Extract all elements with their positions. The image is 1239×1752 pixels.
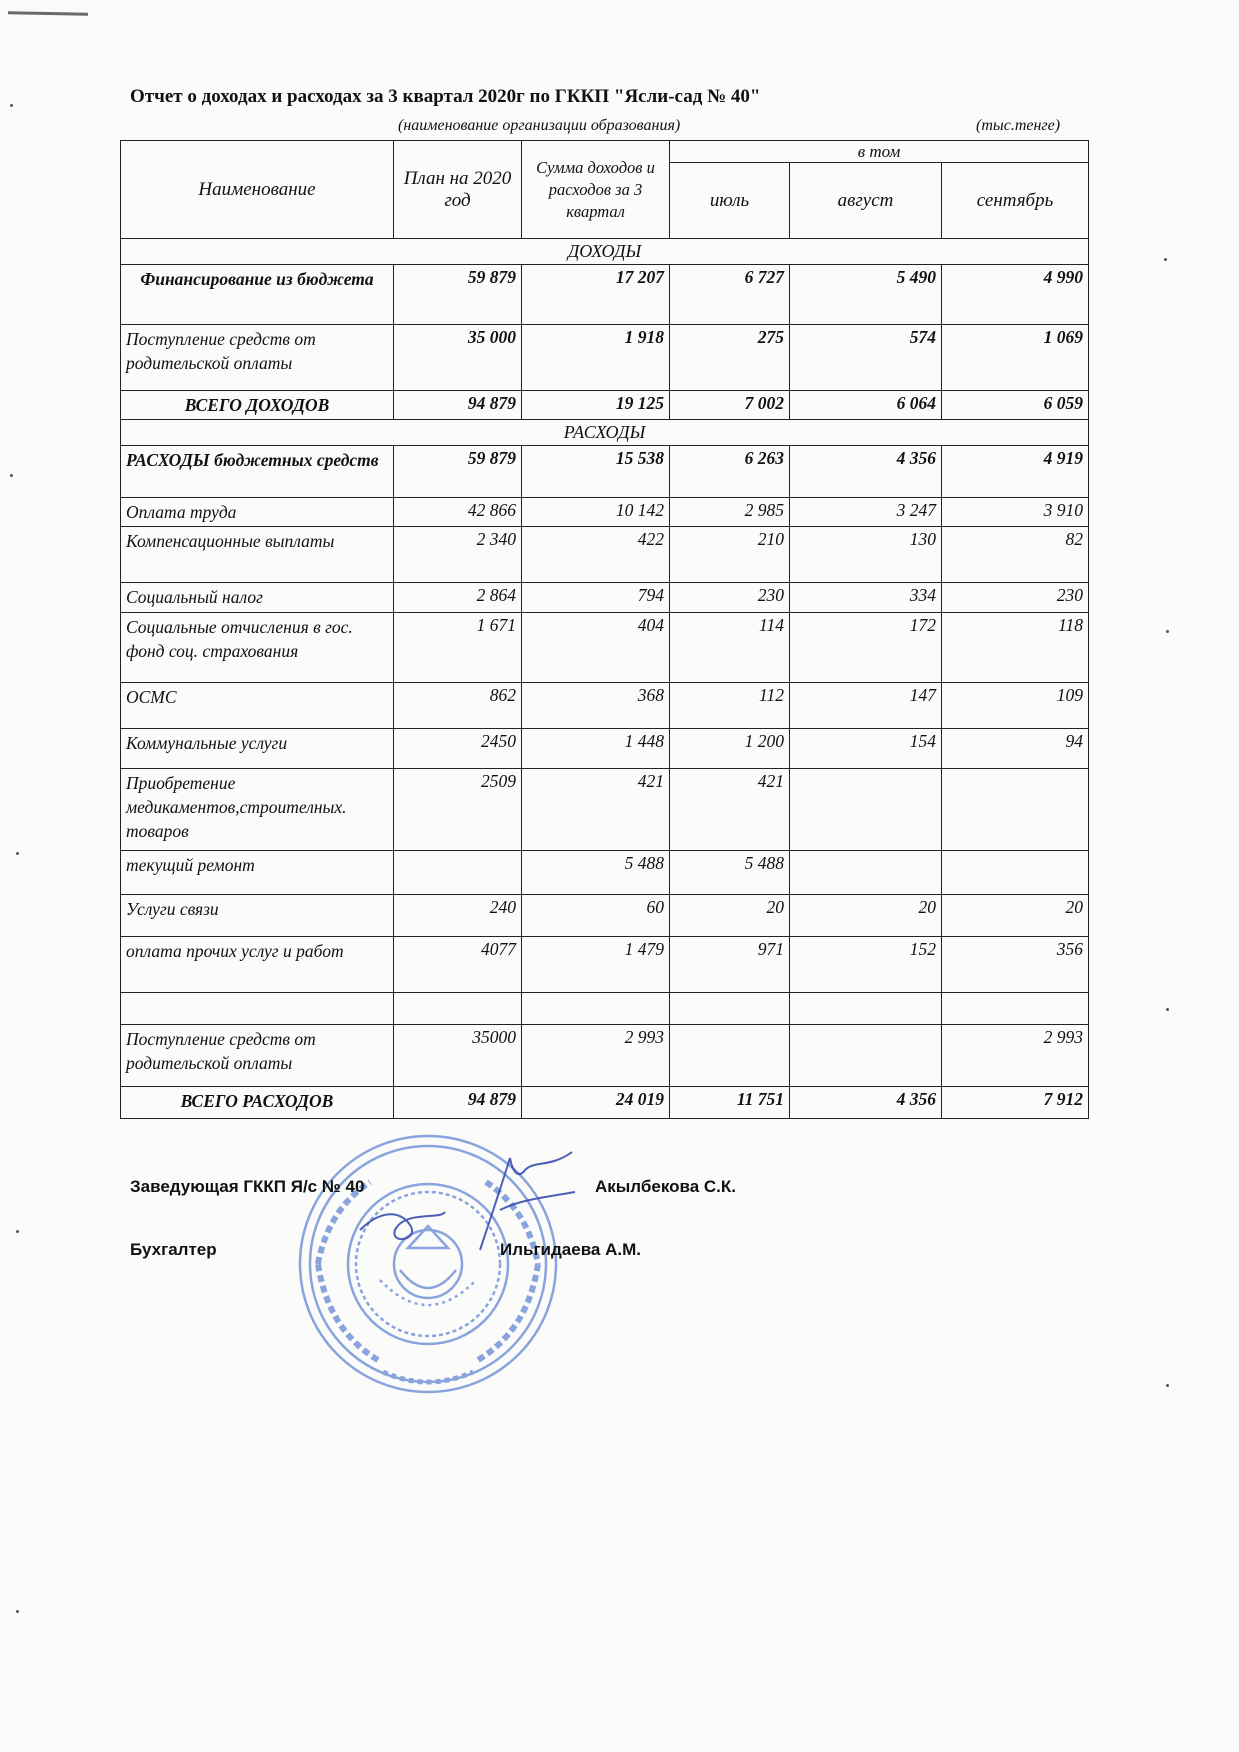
header-month-group: в том [670, 141, 1089, 163]
quarter-sum-cell: 421 [522, 769, 670, 851]
table-row [121, 993, 1089, 1025]
september-cell: 2 993 [942, 1025, 1089, 1087]
head-signature-label: Заведующая ГККП Я/с № 40 [130, 1177, 365, 1196]
august-cell: 334 [790, 583, 942, 613]
header-month-august: август [790, 163, 942, 239]
plan-cell: 2 864 [394, 583, 522, 613]
july-cell: 11 751 [670, 1087, 790, 1119]
september-cell [942, 851, 1089, 895]
table-row [121, 683, 1089, 729]
scan-speck [16, 1610, 19, 1613]
table-row [121, 895, 1089, 937]
august-cell: 20 [790, 895, 942, 937]
september-cell: 356 [942, 937, 1089, 993]
plan-cell: 862 [394, 683, 522, 729]
july-cell: 7 002 [670, 391, 790, 420]
row-name: оплата прочих услуг и работ [121, 937, 394, 993]
row-name [121, 993, 394, 1025]
plan-cell: 42 866 [394, 498, 522, 527]
july-cell: 230 [670, 583, 790, 613]
plan-cell [394, 993, 522, 1025]
september-cell: 20 [942, 895, 1089, 937]
plan-cell [394, 851, 522, 895]
scan-speck [1166, 1008, 1169, 1011]
july-cell: 20 [670, 895, 790, 937]
quarter-sum-cell: 404 [522, 613, 670, 683]
plan-cell: 2450 [394, 729, 522, 769]
september-cell: 4 990 [942, 265, 1089, 325]
july-cell: 112 [670, 683, 790, 729]
plan-cell: 35 000 [394, 325, 522, 391]
quarter-sum-cell: 1 479 [522, 937, 670, 993]
income-expense-table [120, 140, 1089, 1119]
row-name: Поступление средств от родительской оплаты [121, 1025, 394, 1087]
row-name: Поступление средств от родительской оплаты [121, 325, 394, 391]
quarter-sum-cell: 1 448 [522, 729, 670, 769]
september-cell: 94 [942, 729, 1089, 769]
plan-cell: 4077 [394, 937, 522, 993]
august-cell: 6 064 [790, 391, 942, 420]
july-cell: 1 200 [670, 729, 790, 769]
august-cell [790, 851, 942, 895]
september-cell: 6 059 [942, 391, 1089, 420]
august-cell: 172 [790, 613, 942, 683]
september-cell: 118 [942, 613, 1089, 683]
scan-speck [1166, 1384, 1169, 1387]
table-row [121, 729, 1089, 769]
row-name: Коммунальные услуги [121, 729, 394, 769]
quarter-sum-cell: 5 488 [522, 851, 670, 895]
scan-speck [16, 1230, 19, 1233]
table-row [121, 1087, 1089, 1119]
plan-cell: 2 340 [394, 527, 522, 583]
table-row [121, 325, 1089, 391]
row-name: Приобретение медикаментов,строителных. товаров [121, 769, 394, 851]
table-row [121, 265, 1089, 325]
table-row [121, 446, 1089, 498]
july-cell [670, 993, 790, 1025]
organization-caption: (наименование организации образования) [398, 117, 681, 134]
september-cell: 82 [942, 527, 1089, 583]
august-cell: 4 356 [790, 446, 942, 498]
table-row [121, 937, 1089, 993]
july-cell: 6 727 [670, 265, 790, 325]
september-cell: 1 069 [942, 325, 1089, 391]
quarter-sum-cell: 1 918 [522, 325, 670, 391]
plan-cell: 1 671 [394, 613, 522, 683]
row-name: Оплата труда [121, 498, 394, 527]
quarter-sum-cell: 24 019 [522, 1087, 670, 1119]
row-name: Услуги связи [121, 895, 394, 937]
august-cell: 154 [790, 729, 942, 769]
august-cell: 147 [790, 683, 942, 729]
plan-cell: 35000 [394, 1025, 522, 1087]
scan-speck [16, 852, 19, 855]
july-cell: 275 [670, 325, 790, 391]
accountant-signature-name: Ильгидаева А.М. [500, 1240, 641, 1259]
table-row [121, 527, 1089, 583]
row-name: Финансирование из бюджета [121, 265, 394, 325]
table-row [121, 851, 1089, 895]
july-cell: 114 [670, 613, 790, 683]
quarter-sum-cell [522, 993, 670, 1025]
row-name: ВСЕГО ДОХОДОВ [121, 391, 394, 420]
september-cell: 4 919 [942, 446, 1089, 498]
scan-speck [10, 474, 13, 477]
quarter-sum-cell: 15 538 [522, 446, 670, 498]
august-cell: 130 [790, 527, 942, 583]
quarter-sum-cell: 19 125 [522, 391, 670, 420]
row-name: РАСХОДЫ бюджетных средств [121, 446, 394, 498]
table-row [121, 613, 1089, 683]
september-cell: 7 912 [942, 1087, 1089, 1119]
august-cell: 5 490 [790, 265, 942, 325]
row-name: ВСЕГО РАСХОДОВ [121, 1087, 394, 1119]
september-cell: 230 [942, 583, 1089, 613]
quarter-sum-cell: 10 142 [522, 498, 670, 527]
header-plan: План на 2020 год [394, 141, 522, 239]
table-row [121, 498, 1089, 527]
august-cell: 574 [790, 325, 942, 391]
scan-speck [1166, 630, 1169, 633]
row-name: Социальный налог [121, 583, 394, 613]
scan-speck [10, 104, 13, 107]
quarter-sum-cell: 17 207 [522, 265, 670, 325]
july-cell: 2 985 [670, 498, 790, 527]
header-name: Наименование [121, 141, 394, 239]
row-name: Компенсационные выплаты [121, 527, 394, 583]
september-cell [942, 769, 1089, 851]
august-cell: 4 356 [790, 1087, 942, 1119]
plan-cell: 59 879 [394, 446, 522, 498]
expense-section-heading: РАСХОДЫ [121, 420, 1089, 446]
scan-speck [1164, 258, 1167, 261]
table-row [121, 583, 1089, 613]
header-quarter-sum: Сумма доходов и расходов за 3 квартал [522, 141, 670, 239]
row-name: Социальные отчисления в гос. фонд соц. страхования [121, 613, 394, 683]
header-month-september: сентябрь [942, 163, 1089, 239]
september-cell: 3 910 [942, 498, 1089, 527]
august-cell [790, 993, 942, 1025]
quarter-sum-cell: 2 993 [522, 1025, 670, 1087]
quarter-sum-cell: 794 [522, 583, 670, 613]
scan-edge-mark [8, 11, 88, 15]
july-cell: 971 [670, 937, 790, 993]
plan-cell: 59 879 [394, 265, 522, 325]
july-cell [670, 1025, 790, 1087]
income-section-heading: ДОХОДЫ [121, 239, 1089, 265]
september-cell [942, 993, 1089, 1025]
table-row [121, 391, 1089, 420]
table-row [121, 1025, 1089, 1087]
july-cell: 210 [670, 527, 790, 583]
units-caption: (тыс.тенге) [976, 117, 1061, 134]
quarter-sum-cell: 422 [522, 527, 670, 583]
accountant-signature-label: Бухгалтер [130, 1240, 217, 1259]
plan-cell: 94 879 [394, 391, 522, 420]
header-month-july: июль [670, 163, 790, 239]
july-cell: 6 263 [670, 446, 790, 498]
august-cell: 152 [790, 937, 942, 993]
row-name: текущий ремонт [121, 851, 394, 895]
quarter-sum-cell: 60 [522, 895, 670, 937]
table-row [121, 769, 1089, 851]
august-cell: 3 247 [790, 498, 942, 527]
august-cell [790, 1025, 942, 1087]
july-cell: 421 [670, 769, 790, 851]
plan-cell: 94 879 [394, 1087, 522, 1119]
august-cell [790, 769, 942, 851]
quarter-sum-cell: 368 [522, 683, 670, 729]
september-cell: 109 [942, 683, 1089, 729]
july-cell: 5 488 [670, 851, 790, 895]
head-signature-name: Акылбекова С.К. [595, 1177, 737, 1196]
report-title: Отчет о доходах и расходах за 3 квартал 2020г по ГККП "Ясли-сад № 40" [130, 86, 761, 107]
plan-cell: 240 [394, 895, 522, 937]
plan-cell: 2509 [394, 769, 522, 851]
row-name: ОСМС [121, 683, 394, 729]
